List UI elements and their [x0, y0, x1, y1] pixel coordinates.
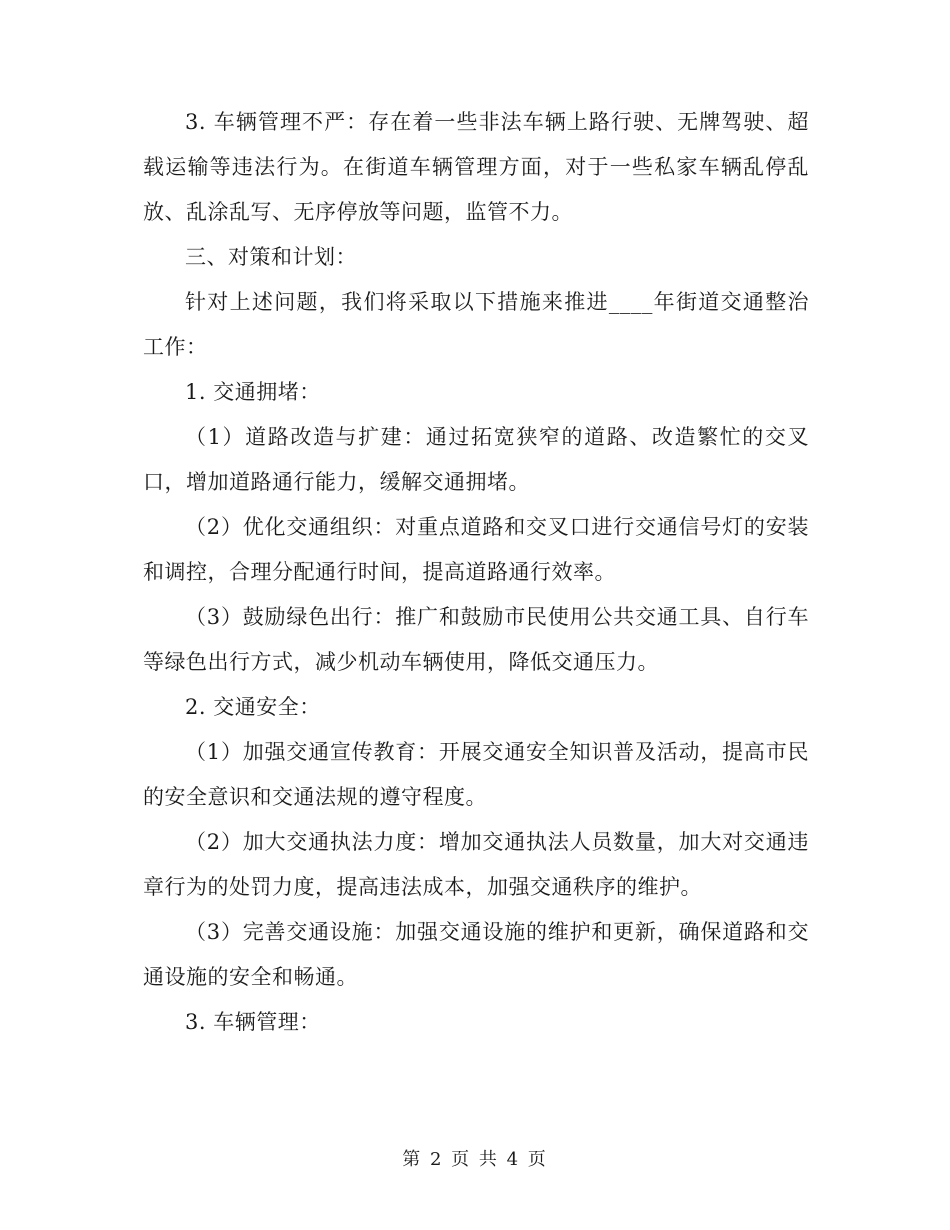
paragraph-vehicle-management-issue: 3. 车辆管理不严：存在着一些非法车辆上路行驶、无牌驾驶、超载运输等违法行为。在街道车辆管理方面，对于一些私家车辆乱停乱放、乱涂乱写、无序停放等问题，监管不力。: [143, 110, 809, 224]
item-road-renovation: （1）道路改造与扩建：通过拓宽狭窄的道路、改造繁忙的交叉口，增加道路通行能力，缓解交通拥堵。: [143, 425, 809, 494]
subheading-vehicle-management: 3. 车辆管理：: [185, 1010, 321, 1034]
item-green-travel: （3）鼓励绿色出行：推广和鼓励市民使用公共交通工具、自行车等绿色出行方式，减少机动车辆使用，降低交通压力。: [143, 605, 809, 674]
document-body: [143, 100, 809, 1045]
section-heading-countermeasures: 三、对策和计划：: [185, 245, 357, 269]
item-improve-facilities: （3）完善交通设施：加强交通设施的维护和更新，确保道路和交通设施的安全和畅通。: [143, 920, 809, 989]
page-number-footer: 第 2 页 共 4 页: [402, 1149, 548, 1170]
subheading-traffic-safety: 2. 交通安全：: [185, 695, 321, 719]
item-safety-education: （1）加强交通宣传教育：开展交通安全知识普及活动，提高市民的安全意识和交通法规的遵守程度。: [143, 740, 809, 809]
subheading-traffic-congestion: 1. 交通拥堵：: [185, 380, 321, 404]
item-optimize-traffic-organization: （2）优化交通组织：对重点道路和交叉口进行交通信号灯的安装和调控，合理分配通行时间，提高道路通行效率。: [143, 515, 809, 584]
paragraph-intro-measures: 针对上述问题，我们将采取以下措施来推进____年街道交通整治工作：: [143, 290, 809, 359]
item-law-enforcement: （2）加大交通执法力度：增加交通执法人员数量，加大对交通违章行为的处罚力度，提高违法成本，加强交通秩序的维护。: [143, 830, 809, 899]
